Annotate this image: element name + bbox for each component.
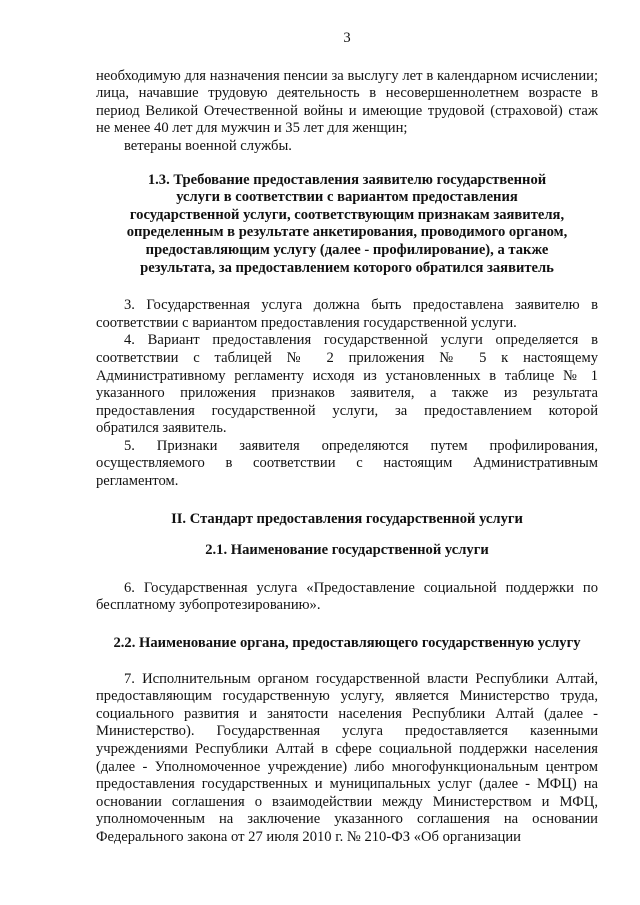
- document-page: [96, 30, 598, 847]
- paragraph-intro-2: ветераны военной службы.: [124, 137, 292, 154]
- paragraph-4: 4. Вариант предоставления государственной услуги определяется в соответствии с таблицей № 2 приложения № 5 к настоящему Административному регламенту исходя из установленных в таблице № 1 указанного приложения признаков заявителя, а также из результата предоставления государственной услуги, за предоставлением которой обратился заявитель.: [96, 332, 598, 437]
- paragraph-3: 3. Государственная услуга должна быть предоставлена заявителю в соответствии с вариантом предоставления государственной услуги.: [96, 297, 598, 331]
- paragraph-7: 7. Исполнительным органом государственной власти Республики Алтай, предоставляющим государственную услугу, является Министерство труда, социального развития и занятости населения Республики Алтай (далее - Министерство). Государственная услуга предоставляется казенными учреждениями Республики Алтай в сфере социальной поддержки населения (далее - Уполномоченное учреждение) либо многофункциональным центром предоставления государственных и муниципальных услуг (далее - МФЦ) на основании соглашения о взаимодействии между Министерством и МФЦ, уполномоченным на заключение указанного соглашения на основании Федерального закона от 27 июля 2010 г. № 210-ФЗ «Об организации: [96, 670, 598, 845]
- section-2-heading: II. Стандарт предоставления государственной услуги: [171, 510, 523, 527]
- section-2-2-heading: 2.2. Наименование органа, предоставляющего государственную услугу: [113, 635, 581, 652]
- section-1-3-heading: 1.3. Требование предоставления заявителю государственной услуги в соответствии с вариантом предоставления государственной услуги, соответствующим признакам заявителя, определенным в результате анкетирования, проводимого органом, предоставляющим услугу (далее - профилирование), а также результата, за предоставлением которого обратился заявитель: [126, 171, 568, 276]
- paragraph-5: 5. Признаки заявителя определяются путем профилирования, осуществляемого в соответствии с настоящим Административным регламентом.: [96, 437, 598, 490]
- paragraph-intro-1: необходимую для назначения пенсии за выслугу лет в календарном исчислении; лица, начавшие трудовую деятельность в несовершеннолетнем возрасте в период Великой Отечественной войны и имеющие трудовой (страховой) стаж не менее 40 лет для мужчин и 35 лет для женщин;: [96, 67, 598, 137]
- paragraph-6: 6. Государственная услуга «Предоставление социальной поддержки по бесплатному зубопротезированию».: [96, 579, 598, 614]
- section-2-1-heading: 2.1. Наименование государственной услуги: [205, 542, 489, 559]
- page-number: 3: [343, 30, 351, 46]
